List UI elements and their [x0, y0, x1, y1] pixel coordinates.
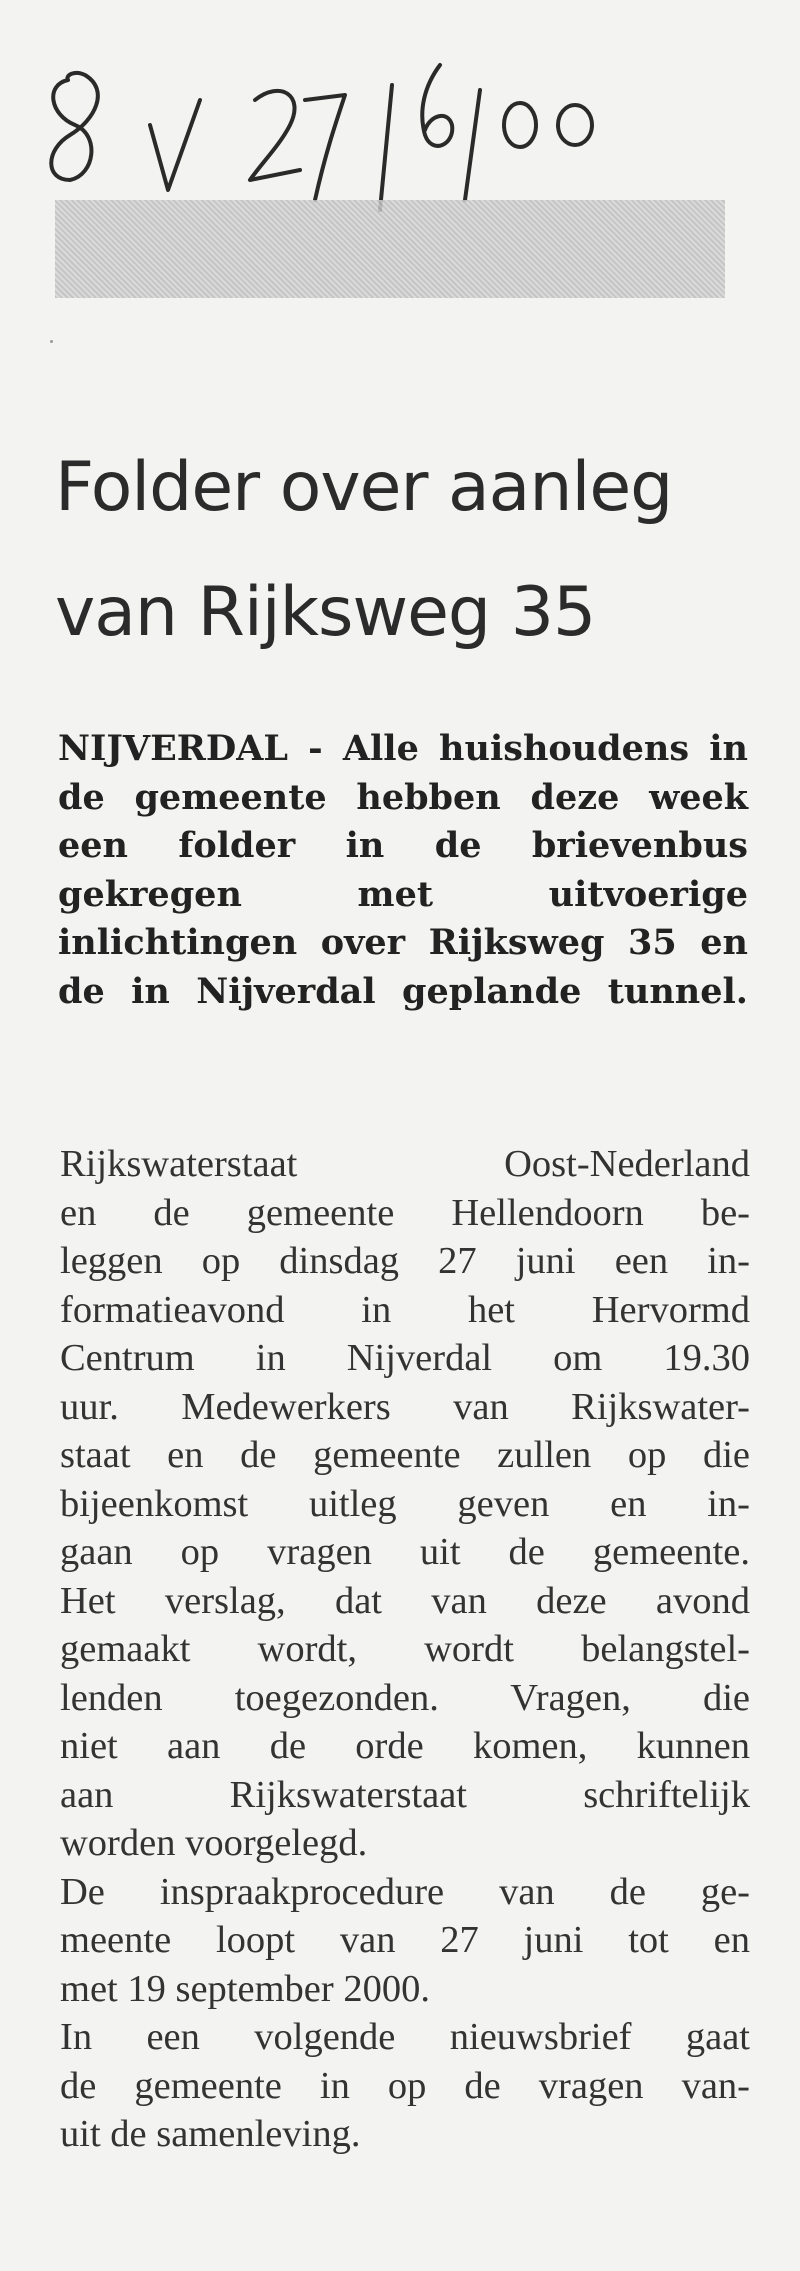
body-line: gaan op vragen uit de gemeente.	[60, 1531, 750, 1573]
dateline: NIJVERDAL	[58, 728, 288, 769]
body-line: uur. Medewerkers van Rijkswater-	[60, 1385, 750, 1428]
article-body	[60, 1140, 750, 2159]
body-line: uit de samenleving.	[60, 2113, 361, 2155]
body-line: staat en de gemeente zullen op die	[60, 1434, 750, 1476]
handwritten-date-note	[40, 40, 600, 220]
body-line: Het verslag, dat van deze avond	[60, 1579, 750, 1622]
greyed-out-header-band	[55, 200, 725, 298]
body-line: formatieavond in het Hervormd	[60, 1288, 750, 1331]
body-line: en de gemeente Hellendoorn be-	[60, 1191, 750, 1234]
body-line: meente loopt van 27 juni tot en	[60, 1919, 750, 1961]
body-line: bijeenkomst uitleg geven en in-	[60, 1482, 750, 1525]
body-line: Rijkswaterstaat Oost-Nederland	[60, 1143, 750, 1185]
headline-line-2: van Rijksweg 35	[55, 573, 596, 652]
speck	[50, 340, 53, 343]
body-line: aan Rijkswaterstaat schriftelijk	[60, 1773, 750, 1816]
body-line: de gemeente in op de vragen van-	[60, 2064, 750, 2107]
body-line: worden voorgelegd.	[60, 1822, 368, 1864]
body-line: leggen op dinsdag 27 juni een in-	[60, 1240, 750, 1282]
article-lead: NIJVERDAL - Alle huishoudens in de gemeente hebben deze week een folder in de brievenbus gekregen met uitvoerige inlichtingen over Rijksweg 35 en de in Nijverdal geplande tunnel.	[58, 728, 748, 1012]
headline-line-1: Folder over aanleg	[55, 448, 673, 527]
lead-text: Alle huishoudens in de gemeente hebben deze week een folder in de brievenbus gekregen met uitvoerige inlichtingen over Rijksweg 35 en de in Nijverdal geplande tunnel.	[58, 728, 748, 1012]
body-line: lenden toegezonden. Vragen, die	[60, 1676, 750, 1719]
body-line: De inspraakprocedure van de ge-	[60, 1870, 750, 1913]
body-line: met 19 september 2000.	[60, 1967, 430, 2010]
body-line: niet aan de orde komen, kunnen	[60, 1725, 750, 1767]
body-line: Centrum in Nijverdal om 19.30	[60, 1337, 750, 1379]
body-line: gemaakt wordt, wordt belangstel-	[60, 1628, 750, 1670]
article-headline	[55, 425, 755, 675]
body-line: In een volgende nieuwsbrief gaat	[60, 2016, 750, 2058]
